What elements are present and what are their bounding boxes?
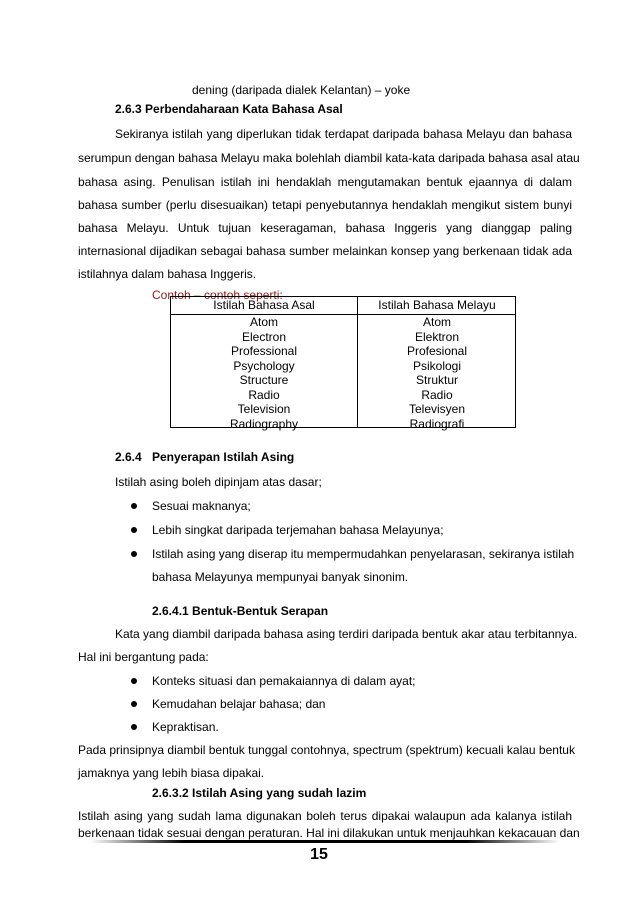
bullet-item: Kemudahan belajar bahasa; dan [152, 697, 326, 711]
paragraph-line: bahasa sumber (perlu disesuaikan) tetapi penyebutannya hendaklah mengikut sistem bunyi [78, 198, 572, 212]
table-cell: Professional [230, 344, 298, 358]
bullet-item: Sesuai maknanya; [152, 499, 251, 513]
table-cell: Struktur [415, 373, 458, 387]
paragraph-line: Hal ini bergantung pada: [78, 650, 209, 664]
intro-line: dening (daripada dialek Kelantan) – yoke [192, 83, 411, 97]
heading-2-6-3-2: 2.6.3.2 Istilah Asing yang sudah lazim [152, 786, 367, 800]
bullet-icon [131, 527, 137, 533]
heading-2-6-4-title: Penyerapan Istilah Asing [152, 450, 295, 464]
bullet-icon [131, 701, 137, 707]
table-cell: Radio [248, 387, 280, 402]
paragraph-line: serumpun dengan bahasa Melayu maka bolehlah diambil kata-kata daripada bahasa asal atau [78, 151, 580, 165]
paragraph-line: jamaknya yang lebih biasa dipakai. [78, 766, 265, 780]
table-cell: Psikologi [412, 358, 462, 373]
table-cell: Radiografi [409, 416, 465, 431]
bullet-item: Istilah asing yang diserap itu mempermudahkan penyelarasan, sekiranya istilah [152, 547, 575, 561]
bullet-icon [131, 503, 137, 509]
heading-2-6-4-number: 2.6.4 [115, 450, 142, 464]
paragraph-line: berkenaan tidak sesuai dengan peraturan. Hal ini dilakukan untuk menjauhkan kekacauan dan [78, 826, 580, 840]
table-cell: Electron [241, 329, 287, 344]
bullet-item: Konteks situasi dan pemakaiannya di dalam ayat; [152, 674, 416, 688]
bullet-item: Kepraktisan. [152, 720, 219, 734]
paragraph-line: bahasa asing. Penulisan istilah ini hendaklah mengutamakan bentuk ejaannya di dalam [78, 175, 572, 189]
table-header: Istilah Bahasa Asal [213, 298, 315, 312]
table-cell: Structure [239, 373, 289, 387]
paragraph-line: Kata yang diambil daripada bahasa asing terdiri daripada bentuk akar atau terbitannya. [115, 627, 578, 641]
paragraph-line: istilahnya dalam bahasa Inggeris. [78, 267, 257, 281]
table-cell: Television [237, 402, 291, 416]
table-cell: Atom [422, 315, 451, 329]
bullet-item: Lebih singkat daripada terjemahan bahasa Melayunya; [152, 523, 444, 537]
paragraph-line: Istilah asing yang sudah lama digunakan boleh terus dipakai walaupun ada kalanya istilah [78, 809, 572, 823]
bullet-icon [131, 678, 137, 684]
table-header: Istilah Bahasa Melayu [378, 298, 496, 312]
paragraph-line: Sekiranya istilah yang diperlukan tidak terdapat daripada bahasa Melayu dan bahasa [115, 127, 572, 141]
terms-table [170, 296, 516, 431]
column-istilah-asal [171, 297, 357, 431]
paragraph-line: bahasa Melayu. Untuk tujuan keseragaman, bahasa Inggeris yang dianggap paling [78, 221, 572, 235]
table-cell: Profesional [406, 344, 468, 358]
paragraph-line: internasional dijadikan sebagai bahasa sumber melainkan konsep yang berkenaan tidak ada [78, 244, 572, 258]
intro-2-6-4: Istilah asing boleh dipinjam atas dasar; [115, 475, 322, 489]
heading-2-6-4-1: 2.6.4.1 Bentuk-Bentuk Serapan [152, 604, 329, 618]
bullet-item-continuation: bahasa Melayunya mempunyai banyak sinonim. [152, 570, 409, 584]
table-cell: Televisyen [408, 402, 466, 416]
table-cell: Elektron [414, 329, 460, 344]
page-number: 15 [310, 846, 328, 863]
table-cell: Psychology [233, 358, 295, 373]
bullet-icon [131, 551, 137, 557]
column-istilah-melayu [358, 297, 516, 431]
footer-rule [90, 840, 560, 843]
table-cell: Radio [421, 387, 453, 402]
example-label: Contoh – contoh seperti: [152, 288, 283, 302]
table-cell: Atom [249, 315, 278, 329]
paragraph-line: Pada prinsipnya diambil bentuk tunggal contohnya, spectrum (spektrum) kecuali kalau bentuk [78, 743, 575, 757]
bullet-icon [131, 724, 137, 730]
heading-2-6-3: 2.6.3 Perbendaharaan Kata Bahasa Asal [115, 102, 343, 116]
table-cell: Radiography [229, 416, 299, 431]
